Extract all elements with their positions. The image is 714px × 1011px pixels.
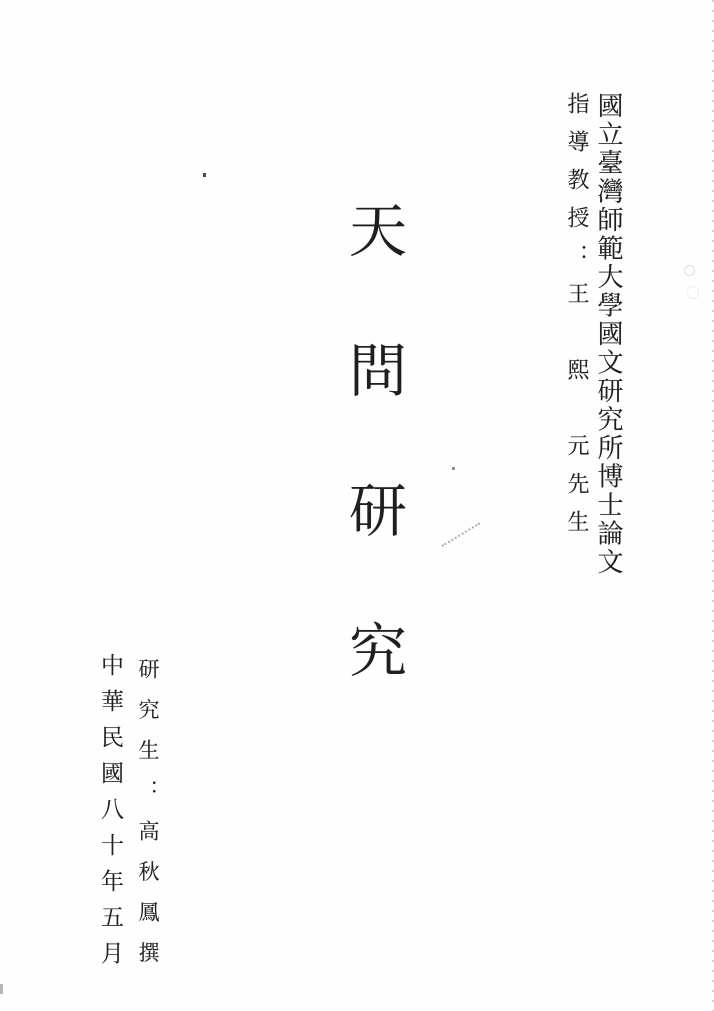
scan-speck — [203, 173, 206, 177]
thesis-title: 天問研究 — [339, 200, 407, 760]
advisor-line: 指導教授：王 熙 元先生 — [564, 92, 589, 548]
date-line: 中華民國八十年五月 — [97, 653, 123, 977]
institution-line: 國立臺灣師範大學國文研究所博士論文 — [593, 92, 623, 577]
scan-squiggle-mark — [441, 522, 480, 546]
scan-smudge — [684, 265, 695, 276]
scan-speck — [0, 984, 3, 994]
scan-smudge — [687, 286, 699, 299]
researcher-line: 研究生：高秋鳳撰 — [136, 658, 160, 982]
scan-speck — [452, 467, 455, 470]
